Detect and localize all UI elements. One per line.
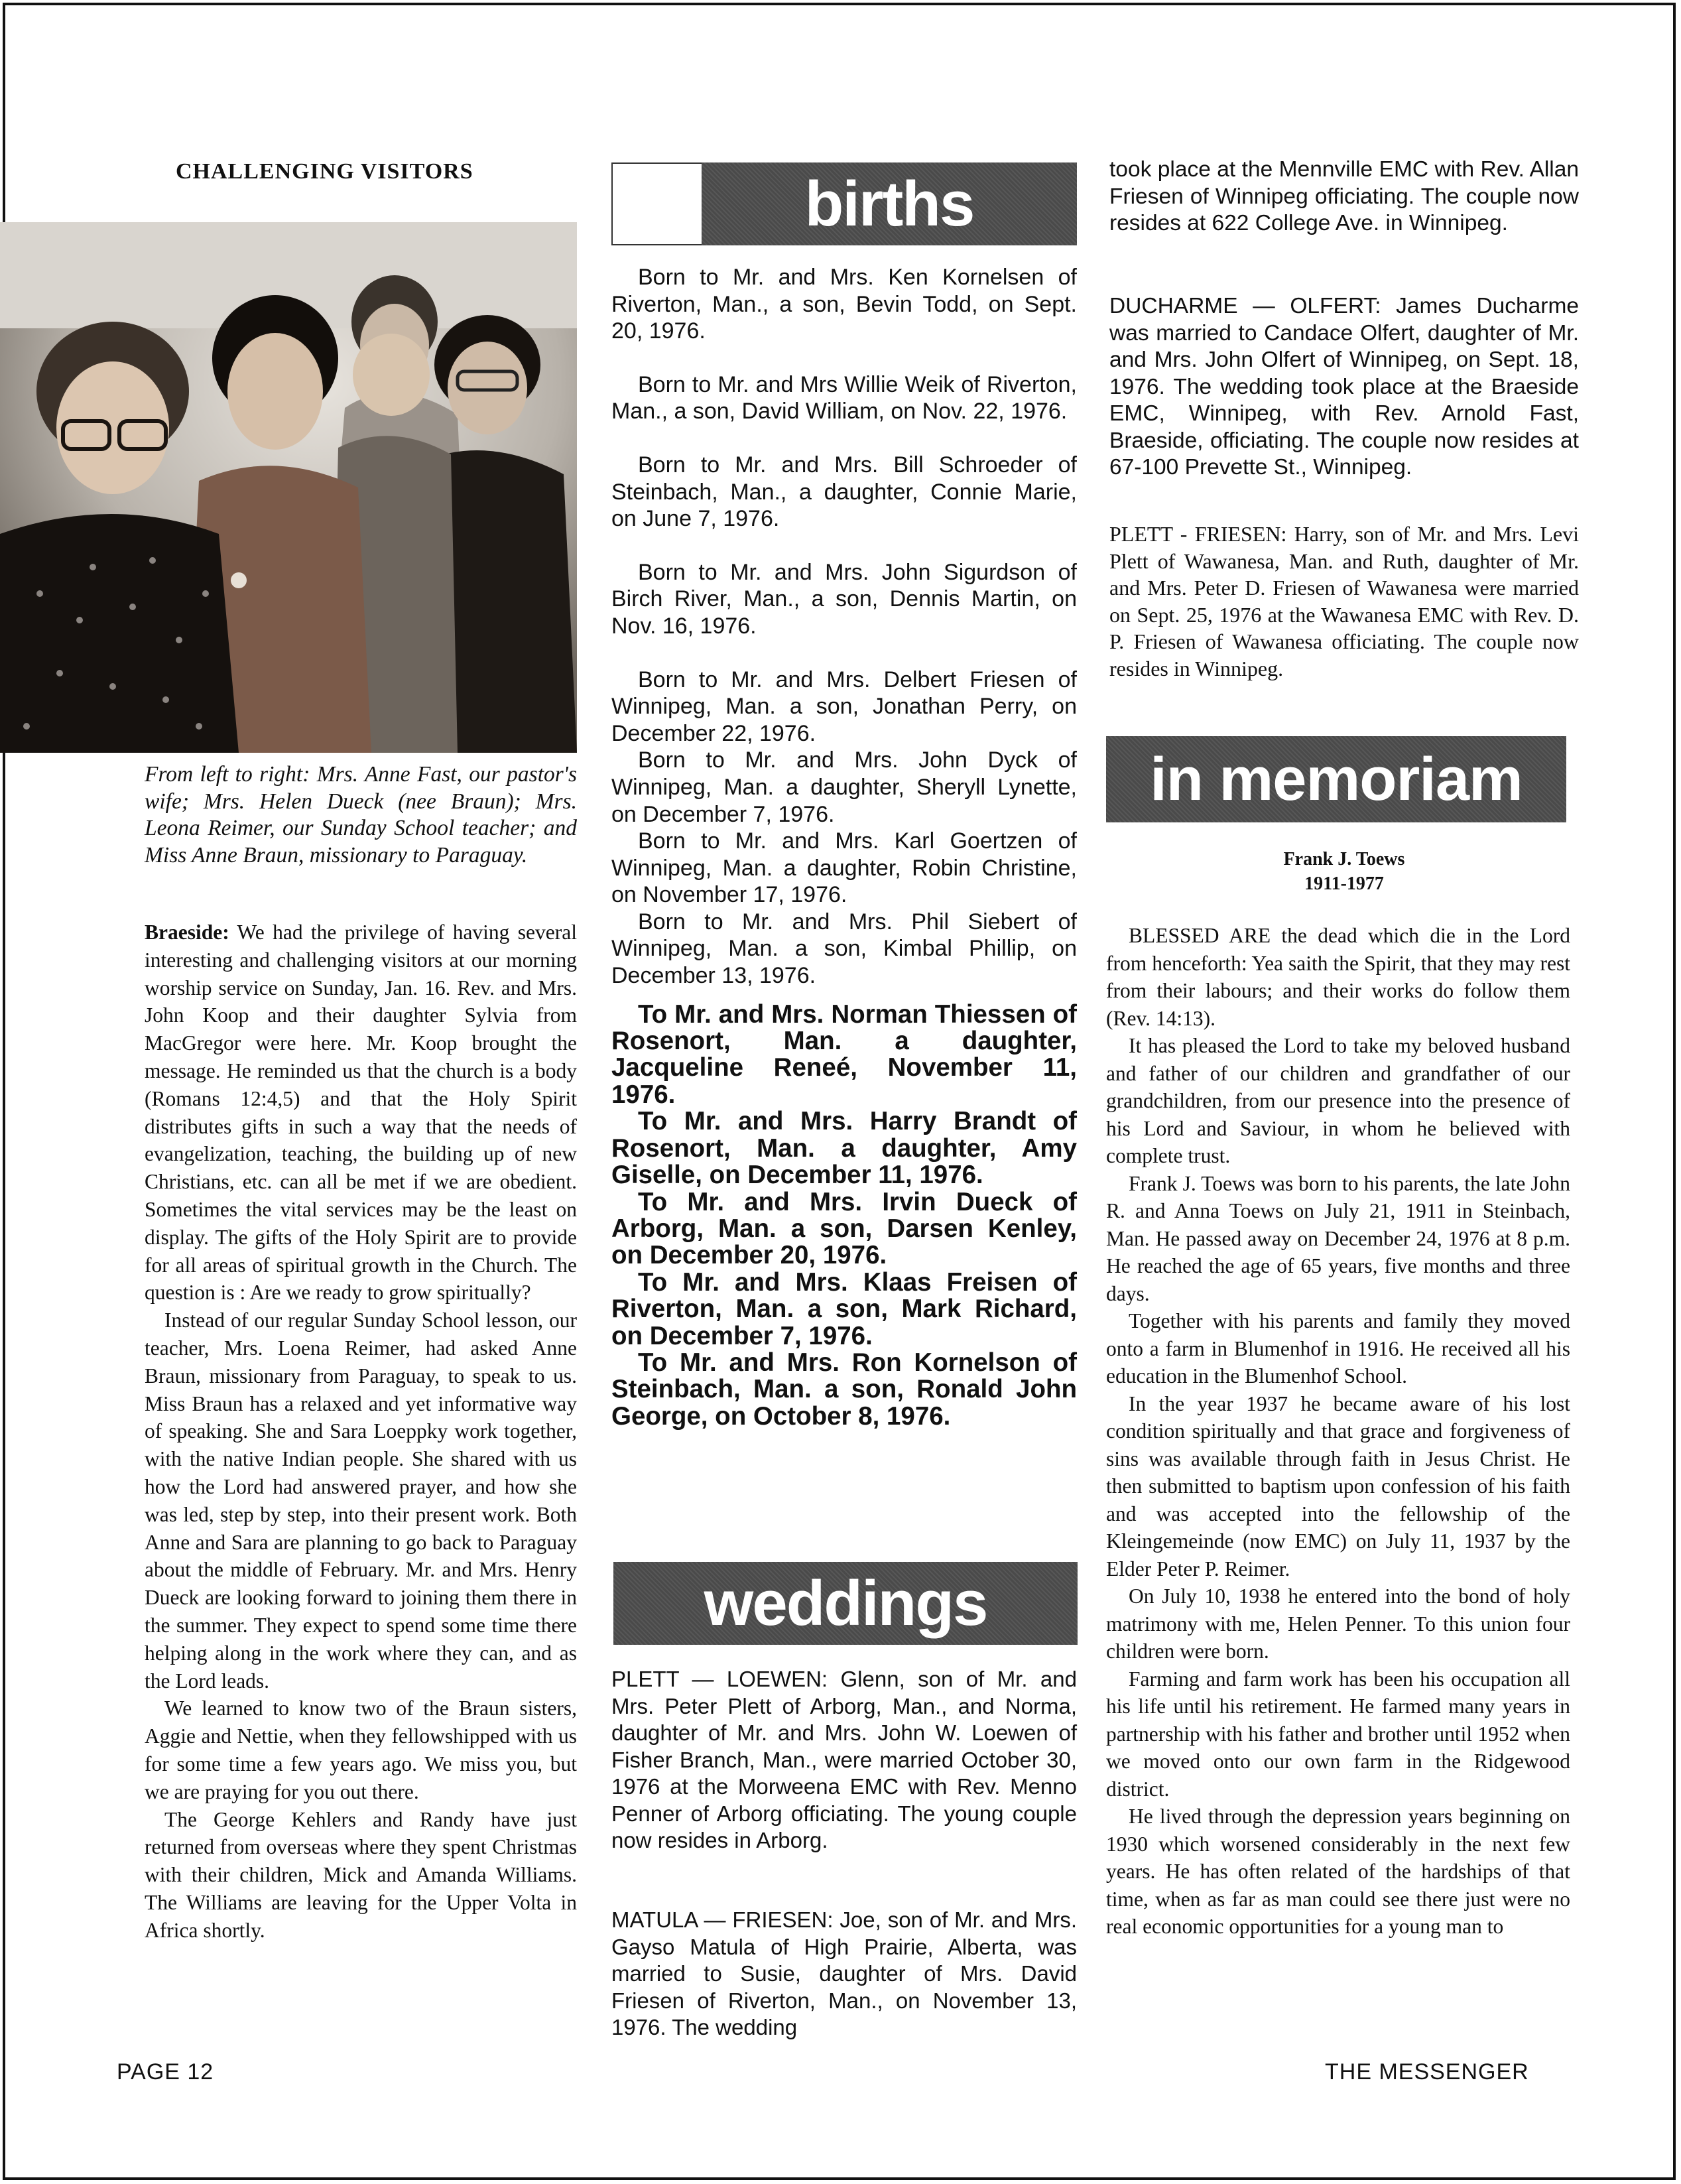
birth-entry: Born to Mr. and Mrs. Karl Goertzen of Winnipeg, Man. a daughter, Robin Christine, on November 17, 1976. — [611, 828, 1077, 908]
birth-entry-bold: To Mr. and Mrs. Ron Kornelson of Steinbach, Man. a son, Ronald John George, on October 8, 1976. — [611, 1348, 1077, 1431]
obituary-paragraph: In the year 1937 he became aware of his lost condition spiritually and that grace and forgiveness of sins was available through faith in Jesus Christ. He then submitted to baptism upon confession of his faith and was accepted into the fellowship of the Kleingemeinde (now EMC) on July 11, 1937 by the Elder Peter P. Reimer. — [1106, 1391, 1570, 1580]
obituary-name: Frank J. Toews — [1283, 849, 1405, 869]
publication-name: THE MESSENGER — [1325, 2059, 1529, 2085]
wedding-plett-friesen: PLETT - FRIESEN: Harry, son of Mr. and Mrs. Levi Plett of Wawanesa, Man. and Ruth, daughter of Mr. and Mrs. Peter D. Friesen of Wawanesa were married on Sept. 25, 1976 at the Wawanesa EMC with Rev. D. P. Friesen of Wawanesa officiating. The couple now resides in Winnipeg. — [1109, 522, 1579, 680]
group-photo-illustration — [0, 222, 577, 753]
page-number: PAGE 12 — [117, 2059, 214, 2085]
obituary-years: 1911-1977 — [1304, 873, 1384, 894]
birth-entry-bold: To Mr. and Mrs. Norman Thiessen of Rosenort, Man. a daughter, Jacqueline Reneé, November 11, 1976. — [611, 999, 1077, 1109]
weddings-banner: weddings — [613, 1562, 1078, 1645]
wedding-matula-continued: took place at the Mennville EMC with Rev. Allan Friesen of Winnipeg officiating. The couple now resides at 622 College Ave. in Winnipeg. — [1109, 157, 1579, 235]
birth-entry: Born to Mr. and Mrs. John Dyck of Winnipeg, Man. a daughter, Sheryll Lynette, on December 7, 1976. — [611, 747, 1077, 827]
photo-caption: From left to right: Mrs. Anne Fast, our pastor's wife; Mrs. Helen Dueck (nee Braun); Mrs. Leona Reimer, our Sunday School teacher; and Miss Anne Braun, missionary to Paraguay. — [145, 762, 577, 867]
wedding-plett-loewen: PLETT — LOEWEN: Glenn, son of Mr. and Mrs. Peter Plett of Arborg, Man., and Norma, daughter of Mr. and Mrs. John W. Loewen of Fisher Branch, Man., were married October 30, 1976 at the Morweena EMC with Rev. Menno Penner of Arborg officiating. The young couple now resides in Arborg. — [611, 1667, 1077, 1852]
wedding-ducharme-olfert: DUCHARME — OLFERT: James Ducharme was married to Candace Olfert, daughter of Mr. and Mrs. John Olfert of Winnipeg, on Sept. 18, 1976. The wedding took place at the Braeside EMC, Winnipeg, with Rev. Arnold Fast, Braeside, officiating. The couple now resides at 67-100 Prevette St., Winnipeg. — [1109, 294, 1579, 480]
obituary-paragraph: Farming and farm work has been his occupation all his life until his retirement. He farmed many years in partnership with his father and brother until 1952 when we moved onto our own farm in the Ridgewood district. — [1106, 1667, 1570, 1801]
article-paragraph: Instead of our regular Sunday School lesson, our teacher, Mrs. Loena Reimer, had asked Anne Braun, missionary from Paraguay, to speak to us. Miss Braun has a relaxed and yet informative way of speaking. She and Sara Loeppky work together, with the native Indian people. She shared with us how the Lord had answered prayer, and how she was led, step by step, into their present work. Both Anne and Sara are planning to go back to Paraguay about the middle of February. Mr. and Mrs. Henry Dueck are looking forward to joining them there in the summer. They expect to spend some time there helping along in the work where they can, and as the Lord leads. — [145, 1309, 577, 1693]
obituary-paragraph: It has pleased the Lord to take my beloved husband and father of our children and grandfather of our grandchildren, from our presence into the presence of his Lord and Saviour, in whom he believed with complete trust. — [1106, 1034, 1570, 1167]
birth-entry-bold: To Mr. and Mrs. Irvin Dueck of Arborg, Man. a son, Darsen Kenley, on December 20, 1976. — [611, 1187, 1077, 1270]
obituary-text — [1106, 922, 1570, 1941]
obituary-paragraph: He lived through the depression years beginning on 1930 which worsened considerably in the next few years. He has often related of the hardships of that time, when as far as man could see there just were no real economic opportunities for a young man to — [1106, 1805, 1570, 1938]
obituary-paragraph: On July 10, 1938 he entered into the bond of holy matrimony with me, Helen Penner. To this union four children were born. — [1106, 1584, 1570, 1663]
birth-entry: Born to Mr. and Mrs. Ken Kornelsen of Riverton, Man., a son, Bevin Todd, on Sept. 20, 1976. — [611, 265, 1077, 344]
birth-entry: Born to Mr. and Mrs Willie Weik of Riverton, Man., a son, David William, on Nov. 22, 1976. — [611, 371, 1077, 424]
births-banner: births — [702, 162, 1077, 245]
memoriam-banner: in memoriam — [1106, 736, 1566, 822]
article-lead: Braeside: — [145, 921, 229, 944]
wedding-matula-friesen: MATULA — FRIESEN: Joe, son of Mr. and Mrs. Gayso Matula of High Prairie, Alberta, was married to Susie, daughter of Mrs. David Friesen of Riverton, Man., on November 13, 1976. The wedding — [611, 1907, 1077, 2039]
section-heading-challenging-visitors: CHALLENGING VISITORS — [176, 159, 473, 184]
birth-entry-bold: To Mr. and Mrs. Klaas Freisen of Riverton, Man. a son, Mark Richard, on December 7, 1976. — [611, 1267, 1077, 1350]
braeside-article — [145, 919, 577, 1944]
birth-entry: Born to Mr. and Mrs. Delbert Friesen of Winnipeg, Man. a son, Jonathan Perry, on December 22, 1976. — [611, 667, 1077, 746]
article-paragraph: Braeside: We had the privilege of having several interesting and challenging visitors at our morning worship service on Sunday, Jan. 16. Rev. and Mrs. John Koop and their daughter Sylvia from MacGregor were here. Mr. Koop brought the message. He reminded us that the church is a body (Romans 12:4,5) and that the Holy Spirit distributes gifts in such a way that the needs of evangelization, teaching, the building up of new Christians, etc. can all be met if we are obedient. Sometimes the vital services may be the least on display. The gifts of the Holy Spirit are to provide for all areas of spiritual growth in the Church. The question is : Are we ready to grow spiritually? — [145, 921, 577, 1305]
birth-entry-bold: To Mr. and Mrs. Harry Brandt of Rosenort, Man. a daughter, Amy Giselle, on December 11, 1976. — [611, 1107, 1077, 1190]
obituary-paragraph: Frank J. Toews was born to his parents, the late John R. and Anna Toews on July 21, 1911 in Steinbach, Man. He passed away on December 24, 1976 at 8 p.m. He reached the age of 65 years, five months and three days. — [1106, 1171, 1570, 1305]
article-paragraph: The George Kehlers and Randy have just returned from overseas where they spent Christmas with their children, Mick and Amanda Williams. The Williams are leaving for the Upper Volta in Africa shortly. — [145, 1807, 577, 1942]
obituary-paragraph: Together with his parents and family they moved onto a farm in Blumenhof in 1916. He received all his education in the Blumenhof School. — [1106, 1309, 1570, 1387]
birth-entry: Born to Mr. and Mrs. John Sigurdson of Birch River, Man., a son, Dennis Martin, on Nov. 16, 1976. — [611, 559, 1077, 639]
group-photo — [0, 222, 577, 753]
obituary-paragraph: BLESSED ARE the dead which die in the Lord from henceforth: Yea saith the Spirit, that they may rest from their labours; and their works do follow them (Rev. 14:13). — [1106, 924, 1570, 1030]
births-list — [611, 264, 1077, 1430]
birth-entry: Born to Mr. and Mrs. Phil Siebert of Winnipeg, Man. a son, Kimbal Phillip, on December 13, 1976. — [611, 909, 1077, 989]
article-paragraph: We learned to know two of the Braun sisters, Aggie and Nettie, when they fellowshipped with us for some time a few years ago. We miss you, but we are praying for you out there. — [145, 1697, 577, 1803]
birth-entry: Born to Mr. and Mrs. Bill Schroeder of Steinbach, Man., a daughter, Connie Marie, on June 7, 1976. — [611, 452, 1077, 532]
